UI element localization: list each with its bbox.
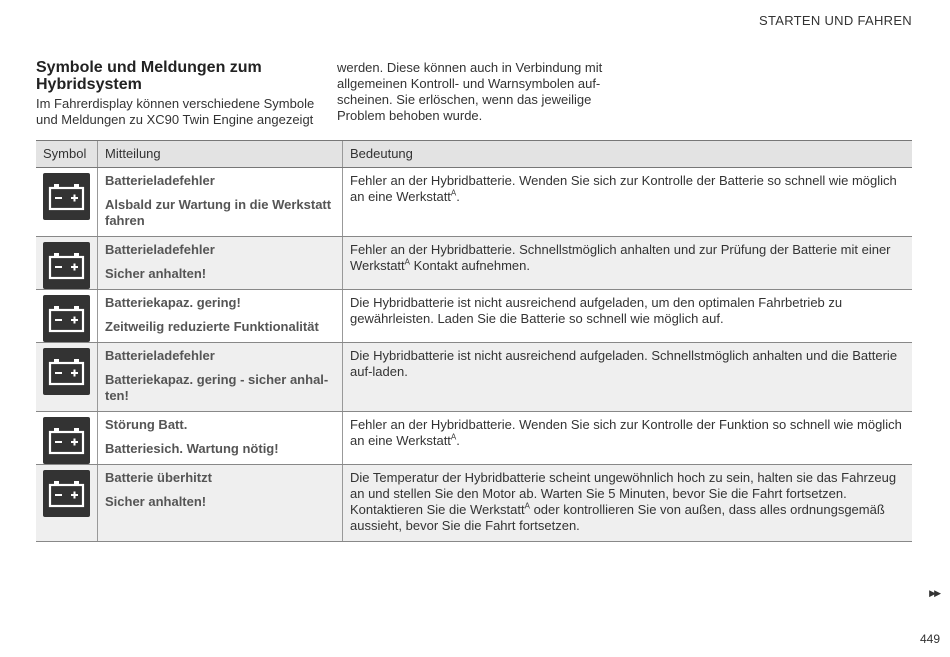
article-title: Symbole und Meldungen zum Hybridsystem [36, 59, 262, 93]
table-row [36, 237, 912, 290]
meaning-cell [343, 465, 913, 542]
message-subtitle: Alsbald zur Wartung in die Werkstatt fahren [105, 197, 332, 228]
intro-text-continued: werden. Diese können auch in Verbindung mit allgemeinen Kontroll- und Warnsymbolen auf-scheinen. Sie erlöschen, wenn das jeweilige Problem behoben wurde. [337, 60, 603, 123]
message-title: Batterieladefehler [105, 242, 215, 257]
meaning-text: Die Hybridbatterie ist nicht ausreichend aufgeladen, um den optimalen Fahrbetrieb zu gewährleisten. Laden Sie die Batterie so schnell wie möglich auf. [350, 295, 843, 326]
message-subtitle: Sicher anhalten! [105, 494, 207, 509]
message-cell [98, 343, 343, 412]
message-subtitle: Zeitweilig reduzierte Funktionalität [105, 319, 319, 334]
intro-text: Im Fahrerdisplay können verschiedene Symbole und Meldungen zu XC90 Twin Engine angezeigt [36, 96, 315, 127]
page-number: 449 [919, 632, 940, 646]
message-title: Batterieladefehler [105, 173, 215, 188]
symbol-cell [36, 237, 98, 290]
meaning-cell [343, 168, 913, 237]
double-triangle-right-icon: ▶▶ [929, 588, 939, 598]
message-subtitle: Sicher anhalten! [105, 266, 207, 281]
message-cell [98, 290, 343, 343]
column-header-message: Mitteilung [98, 141, 343, 168]
message-title: Batteriekapaz. gering! [105, 295, 241, 310]
meaning-cell [343, 343, 913, 412]
table-header-row [36, 141, 912, 168]
message-cell [98, 465, 343, 542]
symbol-cell [36, 412, 98, 465]
footnote-marker: A [450, 188, 457, 198]
column-header-meaning: Bedeutung [343, 141, 913, 168]
meaning-text: Die Hybridbatterie ist nicht ausreichend aufgeladen. Schnellstmöglich anhalten und die Batterie auf-laden. [350, 348, 898, 379]
symbol-cell [36, 290, 98, 343]
table-row [36, 465, 912, 542]
footnote-marker: A [450, 432, 457, 442]
table-row [36, 343, 912, 412]
footnote-marker: A [524, 501, 530, 511]
footnote-marker: A [404, 257, 411, 267]
message-title: Störung Batt. [105, 417, 188, 432]
meaning-cell [343, 290, 913, 343]
table-row [36, 290, 912, 343]
meaning-text: Die Temperatur der Hybridbatterie scheint ungewöhnlich hoch zu sein, halten sie das Fahrzeug an und stellen Sie den Motor ab. Warten Sie 5 Minuten, bevor Sie die Fahrt fortsetzen. Kontaktieren Sie die Werkstatt$^A$ oder kontrollieren Sie von außen, dass alles ordnungsgemäß aussieht, bevor Sie die Fahrt fortsetzen. [350, 470, 897, 533]
meaning-text: Fehler an der Hybridbatterie. Wenden Sie sich zur Kontrolle der Batterie so schnell wie möglich an eine Werkstatt$^A$. [350, 173, 897, 204]
message-title: Batterie überhitzt [105, 470, 212, 485]
symbol-cell [36, 168, 98, 237]
messages-table [36, 140, 912, 542]
message-cell [98, 237, 343, 290]
column-header-symbol: Symbol [36, 141, 98, 168]
symbol-cell [36, 465, 98, 542]
table-row [36, 412, 912, 465]
section-header: STARTEN UND FAHREN [759, 13, 912, 28]
battery-icon [43, 242, 90, 289]
meaning-text: Fehler an der Hybridbatterie. Schnellstmöglich anhalten und zur Prüfung der Batterie mit einer Werkstatt$^A$ Kontakt aufnehmen. [350, 242, 891, 273]
battery-icon [43, 348, 90, 395]
battery-icon [43, 295, 90, 342]
message-cell [98, 168, 343, 237]
battery-icon [43, 173, 90, 220]
message-subtitle: Batteriekapaz. gering - sicher anhal-ten! [105, 372, 329, 403]
message-title: Batterieladefehler [105, 348, 215, 363]
battery-icon [43, 470, 90, 517]
message-cell [98, 412, 343, 465]
battery-icon [43, 417, 90, 464]
meaning-cell [343, 237, 913, 290]
table-row [36, 168, 912, 237]
meaning-cell [343, 412, 913, 465]
symbol-cell [36, 343, 98, 412]
message-subtitle: Batteriesich. Wartung nötig! [105, 441, 279, 456]
meaning-text: Fehler an der Hybridbatterie. Wenden Sie sich zur Kontrolle der Funktion so schnell wie möglich an eine Werkstatt$^A$. [350, 417, 902, 448]
